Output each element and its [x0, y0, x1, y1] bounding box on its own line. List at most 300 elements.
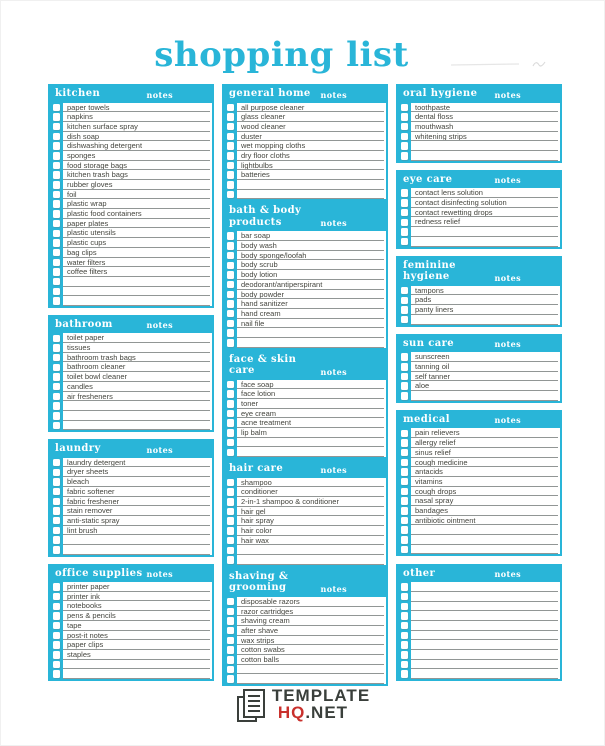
checkbox[interactable] — [53, 191, 61, 199]
checkbox[interactable] — [53, 152, 61, 160]
empty-list-row — [398, 669, 560, 679]
checkbox-cell — [224, 328, 237, 338]
section-title: eye care — [403, 173, 453, 185]
item-label: printer paper — [63, 582, 210, 592]
blank-write-in-line — [237, 190, 384, 200]
checkbox-cell — [224, 487, 237, 497]
checkbox[interactable] — [401, 612, 409, 620]
list-row — [50, 180, 212, 190]
checkbox-cell — [398, 286, 411, 296]
checkbox[interactable] — [53, 259, 61, 267]
item-label: fabric softener — [63, 487, 210, 497]
checkbox[interactable] — [53, 268, 61, 276]
empty-list-row — [398, 602, 560, 612]
list-row — [224, 516, 386, 526]
checkbox[interactable] — [401, 152, 409, 160]
checkbox[interactable] — [53, 517, 61, 525]
blank-write-in-line — [63, 660, 210, 670]
checkbox[interactable] — [401, 593, 409, 601]
checkbox[interactable] — [401, 632, 409, 640]
checkbox[interactable] — [53, 498, 61, 506]
checkbox[interactable] — [401, 488, 409, 496]
checkbox[interactable] — [227, 479, 235, 487]
checkbox-cell — [224, 338, 237, 348]
checkbox[interactable] — [53, 670, 61, 678]
checkbox-cell — [224, 380, 237, 390]
notes-column-label: notes — [320, 464, 347, 475]
checkbox[interactable] — [401, 209, 409, 217]
item-label: dish soap — [63, 132, 210, 142]
notes-column-label: notes — [494, 272, 521, 283]
checkbox[interactable] — [53, 622, 61, 630]
checkbox[interactable] — [401, 603, 409, 611]
checkbox[interactable] — [227, 666, 235, 674]
item-label: wax strips — [237, 636, 384, 646]
checkbox[interactable] — [227, 339, 235, 347]
checkbox-cell — [224, 141, 237, 151]
checkbox-cell — [50, 209, 63, 219]
checkbox-cell — [224, 655, 237, 665]
item-label: hand sanitizer — [237, 299, 384, 309]
checkbox-cell — [50, 516, 63, 526]
brand-name-bottom — [272, 702, 370, 722]
checkbox[interactable] — [401, 546, 409, 554]
checkbox[interactable] — [401, 287, 409, 295]
checkbox[interactable] — [227, 488, 235, 496]
column-1 — [48, 84, 214, 681]
list-row — [50, 343, 212, 353]
checkbox[interactable] — [53, 383, 61, 391]
checkbox[interactable] — [53, 288, 61, 296]
list-row — [224, 497, 386, 507]
item-label: dishwashing detergent — [63, 141, 210, 151]
item-label: pads — [411, 295, 558, 305]
checkbox[interactable] — [401, 526, 409, 534]
checkbox[interactable] — [227, 675, 235, 683]
checkbox[interactable] — [227, 527, 235, 535]
item-label: anti-static spray — [63, 516, 210, 526]
checkbox[interactable] — [401, 382, 409, 390]
item-label: tanning oil — [411, 362, 558, 372]
checkbox[interactable] — [401, 392, 409, 400]
checkbox[interactable] — [227, 104, 235, 112]
checkbox-cell — [50, 161, 63, 171]
checkbox[interactable] — [53, 230, 61, 238]
checkbox[interactable] — [53, 297, 61, 305]
checkbox[interactable] — [401, 449, 409, 457]
list-columns — [48, 84, 562, 681]
checkbox[interactable] — [227, 598, 235, 606]
checkbox[interactable] — [227, 419, 235, 427]
checkbox-cell — [224, 170, 237, 180]
list-row — [398, 496, 560, 506]
checkbox[interactable] — [227, 242, 235, 250]
checkbox-cell — [50, 238, 63, 248]
checkbox[interactable] — [227, 429, 235, 437]
notes-column-label: notes — [494, 89, 521, 100]
section-header-laundry — [50, 441, 212, 458]
checkbox-cell — [224, 665, 237, 675]
checkbox[interactable] — [53, 278, 61, 286]
checkbox-cell — [50, 640, 63, 650]
checkbox[interactable] — [227, 556, 235, 564]
item-label: self tanner — [411, 372, 558, 382]
item-label: face soap — [237, 380, 384, 390]
checkbox[interactable] — [227, 508, 235, 516]
list-row — [398, 381, 560, 391]
list-row — [224, 487, 386, 497]
checkbox[interactable] — [227, 133, 235, 141]
checkbox[interactable] — [53, 171, 61, 179]
checkbox[interactable] — [53, 249, 61, 257]
checkbox[interactable] — [53, 344, 61, 352]
item-label: glass cleaner — [237, 112, 384, 122]
item-label: toner — [237, 399, 384, 409]
checkbox[interactable] — [227, 617, 235, 625]
blank-write-in-line — [411, 582, 558, 592]
list-row — [50, 372, 212, 382]
checkbox[interactable] — [227, 400, 235, 408]
checkbox[interactable] — [227, 191, 235, 199]
checkbox[interactable] — [401, 306, 409, 314]
checkbox[interactable] — [227, 162, 235, 170]
notes-column-label: notes — [320, 583, 347, 594]
checkbox[interactable] — [227, 113, 235, 121]
checkbox[interactable] — [53, 181, 61, 189]
list-row — [50, 141, 212, 151]
checkbox[interactable] — [53, 220, 61, 228]
checkbox[interactable] — [53, 200, 61, 208]
list-row — [224, 251, 386, 261]
checkbox[interactable] — [227, 547, 235, 555]
checkbox[interactable] — [227, 142, 235, 150]
checkbox[interactable] — [401, 297, 409, 305]
checkbox[interactable] — [227, 252, 235, 260]
blank-write-in-line — [237, 545, 384, 555]
checkbox-cell — [224, 299, 237, 309]
checkbox[interactable] — [53, 393, 61, 401]
item-label: bar soap — [237, 231, 384, 241]
checkbox[interactable] — [401, 316, 409, 324]
checkbox[interactable] — [53, 210, 61, 218]
checkbox[interactable] — [227, 449, 235, 457]
section-header-shaving-grooming — [224, 569, 386, 597]
item-label: disposable razors — [237, 597, 384, 607]
item-label: kitchen trash bags — [63, 170, 210, 180]
checkbox[interactable] — [401, 219, 409, 227]
section-title: kitchen — [55, 88, 101, 99]
checkbox-cell — [398, 448, 411, 458]
list-row — [50, 228, 212, 238]
checkbox[interactable] — [53, 527, 61, 535]
section-title: office supplies — [55, 567, 143, 579]
checkbox[interactable] — [401, 123, 409, 131]
item-label: duster — [237, 132, 384, 142]
checkbox[interactable] — [227, 271, 235, 279]
list-row — [50, 267, 212, 277]
checkbox[interactable] — [227, 291, 235, 299]
list-row — [398, 217, 560, 227]
checkbox-cell — [224, 180, 237, 190]
checkbox[interactable] — [401, 651, 409, 659]
section-header-feminine-hygiene — [398, 258, 560, 286]
checkbox[interactable] — [227, 656, 235, 664]
checkbox[interactable] — [401, 641, 409, 649]
checkbox[interactable] — [53, 583, 61, 591]
checkbox[interactable] — [401, 113, 409, 121]
checkbox[interactable] — [53, 123, 61, 131]
checkbox-cell — [224, 231, 237, 241]
item-label: face lotion — [237, 389, 384, 399]
blank-write-in-line — [411, 525, 558, 535]
checkbox[interactable] — [53, 142, 61, 150]
list-row — [50, 506, 212, 516]
checkbox[interactable] — [227, 390, 235, 398]
section-title: feminine hygiene — [403, 259, 456, 283]
checkbox[interactable] — [53, 488, 61, 496]
checkbox[interactable] — [53, 536, 61, 544]
checkbox-cell — [50, 411, 63, 421]
checkbox[interactable] — [401, 430, 409, 438]
checkbox[interactable] — [227, 646, 235, 654]
checkbox[interactable] — [53, 354, 61, 362]
checkbox[interactable] — [227, 171, 235, 179]
checkbox[interactable] — [227, 300, 235, 308]
checkbox-cell — [50, 248, 63, 258]
item-label: water filters — [63, 258, 210, 268]
checkbox-cell — [50, 611, 63, 621]
checkbox[interactable] — [401, 199, 409, 207]
checkbox[interactable] — [53, 651, 61, 659]
checkbox[interactable] — [401, 478, 409, 486]
checkbox-cell — [398, 438, 411, 448]
brand-name-top: TEMPLATE — [271, 686, 371, 705]
section-title: shaving & grooming — [229, 570, 289, 594]
checkbox[interactable] — [401, 373, 409, 381]
checkbox[interactable] — [227, 439, 235, 447]
checkbox[interactable] — [227, 310, 235, 318]
checkbox[interactable] — [53, 641, 61, 649]
item-label: bathroom cleaner — [63, 362, 210, 372]
checkbox[interactable] — [401, 536, 409, 544]
checkbox[interactable] — [53, 412, 61, 420]
checkbox[interactable] — [227, 262, 235, 270]
checkbox[interactable] — [53, 469, 61, 477]
checkbox[interactable] — [53, 661, 61, 669]
checkbox[interactable] — [227, 537, 235, 545]
checkbox-cell — [224, 516, 237, 526]
checkbox[interactable] — [53, 612, 61, 620]
checkbox-cell — [398, 467, 411, 477]
list-row — [224, 389, 386, 399]
checkbox-cell — [398, 525, 411, 535]
list-row — [398, 112, 560, 122]
checkbox[interactable] — [53, 104, 61, 112]
item-label: sinus relief — [411, 448, 558, 458]
faint-scribble-watermark — [449, 57, 549, 71]
list-row — [50, 170, 212, 180]
checkbox[interactable] — [53, 335, 61, 343]
empty-list-row — [398, 631, 560, 641]
checkbox[interactable] — [401, 670, 409, 678]
checkbox[interactable] — [227, 329, 235, 337]
checkbox[interactable] — [53, 478, 61, 486]
checkbox-cell — [398, 315, 411, 325]
item-label: cotton swabs — [237, 645, 384, 655]
blank-write-in-line — [63, 287, 210, 297]
checkbox-cell — [50, 362, 63, 372]
blank-write-in-line — [411, 650, 558, 660]
item-label: dry floor cloths — [237, 151, 384, 161]
checkbox[interactable] — [53, 402, 61, 410]
item-label: pain relievers — [411, 428, 558, 438]
list-row — [224, 290, 386, 300]
list-row — [224, 151, 386, 161]
checkbox[interactable] — [53, 507, 61, 515]
item-label: plastic cups — [63, 238, 210, 248]
list-row — [224, 380, 386, 390]
list-row — [224, 616, 386, 626]
checkbox-cell — [224, 545, 237, 555]
checkbox-cell — [224, 309, 237, 319]
checkbox[interactable] — [401, 353, 409, 361]
blank-write-in-line — [411, 151, 558, 161]
list-row — [398, 477, 560, 487]
checkbox[interactable] — [53, 632, 61, 640]
checkbox[interactable] — [227, 498, 235, 506]
checkbox-cell — [398, 305, 411, 315]
checkbox[interactable] — [401, 661, 409, 669]
checkbox-cell — [398, 669, 411, 679]
checkbox[interactable] — [401, 583, 409, 591]
section-title: medical — [403, 413, 450, 425]
empty-list-row — [224, 180, 386, 190]
list-row — [398, 362, 560, 372]
item-label: nasal spray — [411, 496, 558, 506]
checkbox[interactable] — [401, 133, 409, 141]
checkbox-cell — [224, 526, 237, 536]
checkbox[interactable] — [53, 603, 61, 611]
checkbox[interactable] — [401, 459, 409, 467]
checkbox[interactable] — [401, 507, 409, 515]
section-bath-body-products — [222, 201, 388, 349]
checkbox-cell — [398, 372, 411, 382]
list-row — [50, 161, 212, 171]
checkbox[interactable] — [401, 228, 409, 236]
checkbox[interactable] — [227, 232, 235, 240]
item-label: notebooks — [63, 601, 210, 611]
blank-write-in-line — [237, 438, 384, 448]
section-face-skin-care — [222, 350, 388, 460]
checkbox[interactable] — [53, 162, 61, 170]
checkbox[interactable] — [53, 373, 61, 381]
section-header-general-home — [224, 86, 386, 103]
blank-write-in-line — [63, 296, 210, 306]
checkbox[interactable] — [227, 152, 235, 160]
list-row — [398, 352, 560, 362]
checkbox[interactable] — [227, 123, 235, 131]
empty-list-row — [398, 611, 560, 621]
checkbox[interactable] — [401, 468, 409, 476]
section-title: oral hygiene — [403, 88, 478, 99]
list-row — [224, 645, 386, 655]
checkbox[interactable] — [227, 181, 235, 189]
item-label: wood cleaner — [237, 122, 384, 132]
document-stack-icon — [235, 688, 267, 724]
checkbox[interactable] — [53, 422, 61, 430]
checkbox[interactable] — [401, 142, 409, 150]
checkbox[interactable] — [53, 239, 61, 247]
checkbox[interactable] — [401, 497, 409, 505]
list-row — [224, 536, 386, 546]
checkbox-cell — [398, 428, 411, 438]
checkbox-cell — [398, 188, 411, 198]
checkbox[interactable] — [227, 281, 235, 289]
list-row — [398, 208, 560, 218]
section-title: hair care — [229, 463, 284, 475]
checkbox-cell — [398, 227, 411, 237]
checkbox[interactable] — [401, 439, 409, 447]
checkbox[interactable] — [401, 363, 409, 371]
empty-list-row — [398, 650, 560, 660]
list-row — [50, 333, 212, 343]
checkbox[interactable] — [227, 517, 235, 525]
list-row — [50, 238, 212, 248]
blank-write-in-line — [237, 665, 384, 675]
item-label: dental floss — [411, 112, 558, 122]
checkbox[interactable] — [53, 593, 61, 601]
item-label: body wash — [237, 241, 384, 251]
empty-list-row — [398, 141, 560, 151]
page-title: shopping list — [154, 35, 409, 75]
checkbox[interactable] — [227, 410, 235, 418]
section-header-eye-care — [398, 172, 560, 189]
checkbox-cell — [50, 219, 63, 229]
checkbox[interactable] — [53, 133, 61, 141]
checkbox-cell — [50, 333, 63, 343]
checkbox[interactable] — [53, 113, 61, 121]
list-row — [224, 607, 386, 617]
checkbox[interactable] — [401, 517, 409, 525]
item-label: hair wax — [237, 536, 384, 546]
checkbox[interactable] — [401, 622, 409, 630]
checkbox[interactable] — [227, 637, 235, 645]
checkbox[interactable] — [401, 238, 409, 246]
list-row — [398, 305, 560, 315]
item-label: hair spray — [237, 516, 384, 526]
checkbox[interactable] — [227, 608, 235, 616]
checkbox[interactable] — [53, 364, 61, 372]
checkbox[interactable] — [53, 546, 61, 554]
checkbox-cell — [50, 228, 63, 238]
list-row — [50, 621, 212, 631]
checkbox-cell — [224, 418, 237, 428]
checkbox[interactable] — [401, 104, 409, 112]
checkbox-cell — [50, 103, 63, 113]
empty-list-row — [398, 545, 560, 555]
list-row — [398, 428, 560, 438]
list-row — [50, 601, 212, 611]
checkbox[interactable] — [401, 189, 409, 197]
blank-write-in-line — [411, 669, 558, 679]
section-hair-care — [222, 459, 388, 567]
checkbox[interactable] — [227, 320, 235, 328]
checkbox[interactable] — [227, 627, 235, 635]
list-row — [398, 516, 560, 526]
checkbox[interactable] — [53, 459, 61, 467]
section-sun-care — [396, 334, 562, 403]
checkbox[interactable] — [227, 381, 235, 389]
